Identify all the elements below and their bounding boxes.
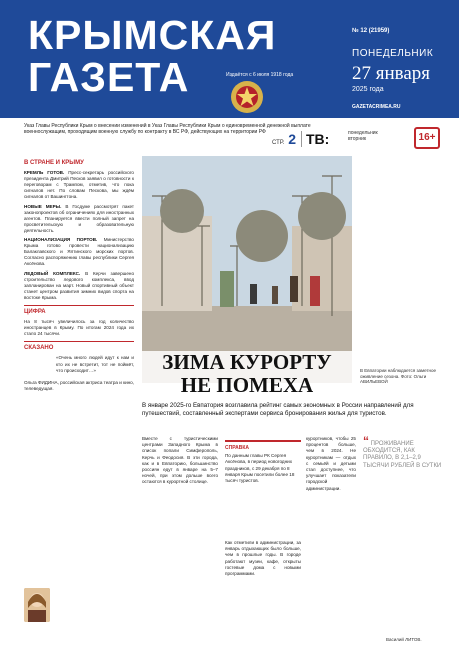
pull-quote-text: ПРОЖИВАНИЕ ОБХОДИТСЯ, КАК ПРАВИЛО, В 2,1–2,9 ТЫСЯЧИ РУБЛЕЙ В СУТКИ	[363, 441, 442, 469]
seaside-promenade-photo	[142, 156, 352, 383]
since-line: Издаётся с 6 июля 1918 года	[226, 72, 294, 78]
news-briefs-column	[24, 158, 134, 395]
tv-day: понедельник	[348, 130, 378, 136]
age-rating-badge: 16+	[414, 127, 440, 149]
divider	[24, 305, 134, 306]
page-reference[interactable]	[272, 131, 296, 147]
decree-note: Указ Главы Республики Крым о внесении изменений в Указ Главы Республики Крым о единовременной денежной выплате военнослужащим, проходящим военную службу по контракту в ВС РФ, действующих на территории РФ	[24, 123, 311, 136]
info-box	[225, 440, 301, 484]
portrait-photo	[24, 588, 50, 622]
page-label: СТР.	[272, 140, 285, 146]
masthead	[0, 0, 459, 118]
weekday: ПОНЕДЕЛЬНИК	[352, 48, 434, 59]
article-column-1: Вместе с туристическими центрами Западного Крыма в список попали Симферополь, Керчь и Феодосия. В эти города, как и в Евпаторию, большинство россиян едут в январе на 5–7 ночей, при этом дольше всего остаются в курортной столице.	[142, 436, 218, 485]
brief-text: Министерство Крыма готово провести национализацию Балаклавского и Ялтинского морских портов. Согласно распоряжению главы республики Сергея Аксёнова.	[24, 237, 134, 267]
brief-head: НОВЫЕ МЕРЫ.	[24, 203, 62, 209]
issue-number: № 12 (21959)	[352, 28, 390, 34]
brief-head: ЛЕДОВЫЙ КОМПЛЕКС.	[24, 270, 81, 276]
brief-item	[24, 170, 134, 200]
order-emblem-icon	[226, 78, 268, 116]
title-line-2: ГАЗЕТА	[28, 54, 190, 100]
rubric-heading: В СТРАНЕ И КРЫМУ	[24, 160, 84, 166]
website-link[interactable]: GAZETACRIMEA.RU	[352, 104, 401, 110]
brief-head: КРЕМЛЬ ГОТОВ.	[24, 170, 65, 176]
figure-heading: ЦИФРА	[24, 308, 46, 315]
brief-item	[24, 237, 134, 267]
brief-head: НАЦИОНАЛИЗАЦИЯ ПОРТОВ.	[24, 237, 98, 243]
article-lede: В январе 2025-го Евпатория возглавила рейтинг самых экономных в России направлений для путешествий, составленный экспертами сервиса бронирования жилья для туристов.	[142, 402, 414, 417]
brief-item	[24, 204, 134, 234]
title-line-1: КРЫМСКАЯ	[28, 12, 277, 58]
brief-text: В Керчи завершено строительство ледового комплекса, ввод запланирован на март. Новый спортивный объект станет центром развития зимних видов спорта на востоке Крыма.	[24, 270, 134, 300]
pull-quote	[363, 434, 443, 470]
headline-line-2: НЕ ПОМЕХА	[180, 373, 314, 397]
said-quote: «Очень много людей идут к нам и кто их не встретит, тот не поймёт, что происходит…»	[56, 355, 134, 373]
tv-label[interactable]: ТВ:	[301, 131, 329, 147]
divider	[24, 341, 134, 342]
quote-author: Василий ЛИТОВ.	[386, 637, 422, 642]
issue-year: 2025 года	[352, 86, 384, 93]
article-column-3: курортников, чтобы 25 процентов больше, чем в 2024. Не курортникам — отдых с семьёй и детьми стал доступнее, что улучшает показатели городской администрации.	[306, 436, 356, 491]
brief-item	[24, 271, 134, 301]
article-column-2: Как отметили в администрации, за январь отдыхающих было больше, чем в прошлые годы. В городе работают музеи, кафе, открыты гостевые дома с новыми программами.	[225, 540, 301, 577]
quote-mark-icon: “	[363, 434, 369, 448]
info-box-heading: СПРАВКА	[225, 445, 249, 451]
photo-caption: В Евпатории наблюдается заметное оживление сезона. Фото: Ольги АВИЛЬЕВОЙ	[360, 368, 437, 384]
figure-text: На 8 тысяч увеличилось за год количество иностранцев в Крыму. По итогам 2024 года их стало 24 тысячи.	[24, 319, 134, 337]
main-headline	[142, 351, 352, 397]
headline-line-1: ЗИМА КУРОРТУ	[162, 350, 332, 374]
tv-days	[348, 130, 378, 142]
page-number: 2	[288, 131, 297, 147]
issue-date: 27 января	[352, 63, 431, 84]
brief-text: В Госдуме рассмотрят пакет законопроектов об ограничениях для иностранных агентов. Планируется ввести полный запрет на просветительскую и образовательную деятельность.	[24, 203, 135, 233]
said-author: Ольга ФИДИНА, российская актриса театра и кино, телеведущая.	[24, 379, 135, 391]
info-box-text: По данным главы РК Сергея Аксёнова, в период новогодних праздников, с 29 декабря по 8 января Крым посетили более 18 тысяч туристов.	[225, 453, 295, 484]
brief-text: Пресс-секретарь российского президента Дмитрий Песков заявил о готовности к переговорам с Трампом, отметив, что пока сигналов нет. По словам Пескова, мы ждём сигналов от Вашингтона.	[24, 170, 134, 200]
said-heading: СКАЗАНО	[24, 345, 54, 352]
tv-day: вторник	[348, 136, 367, 142]
